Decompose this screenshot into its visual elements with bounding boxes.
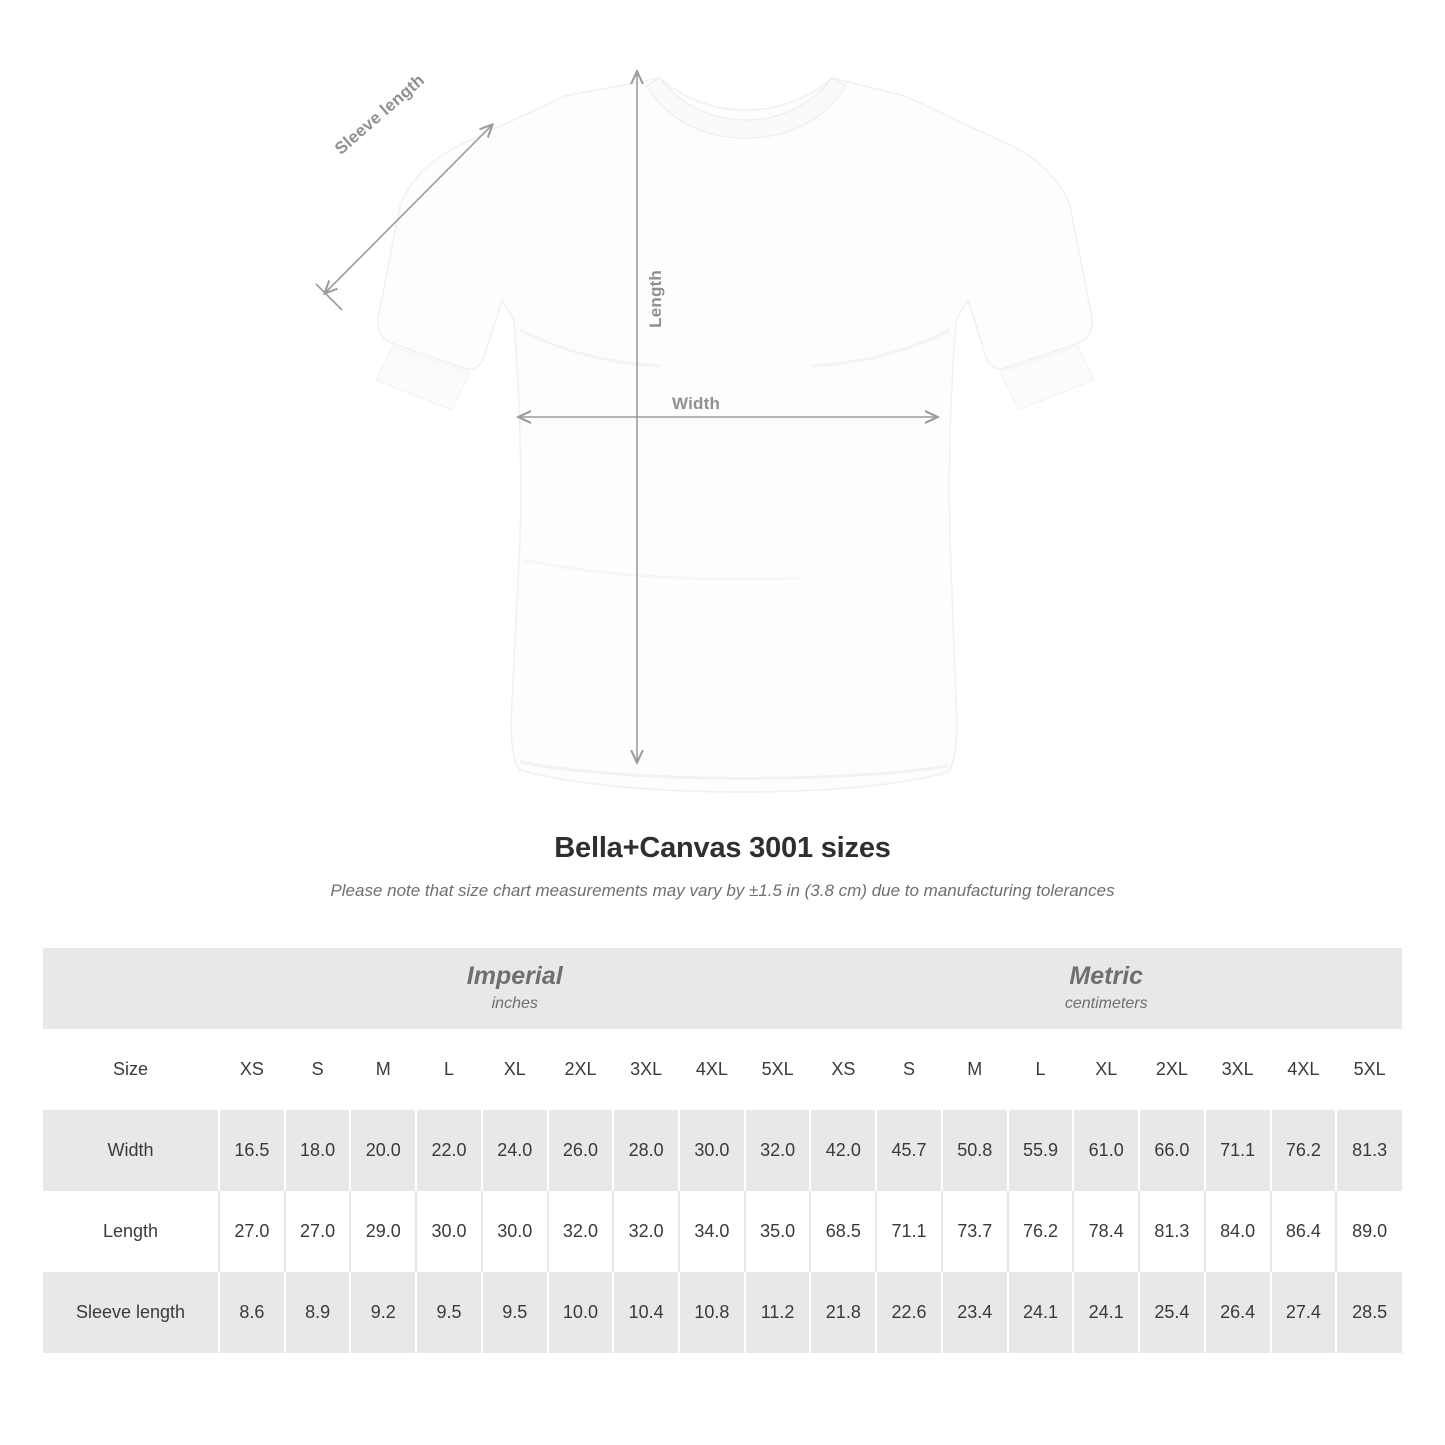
imperial-title: Imperial (466, 961, 563, 990)
header-imperial-s: S (285, 1029, 351, 1110)
width-imperial-4xl: 30.0 (679, 1110, 745, 1191)
table-header-row (43, 1029, 1402, 1110)
header-metric-m: M (942, 1029, 1008, 1110)
width-metric-3xl: 71.1 (1205, 1110, 1271, 1191)
width-imperial-5xl: 32.0 (745, 1110, 811, 1191)
length-label: Length (646, 270, 665, 328)
width-metric-s: 45.7 (876, 1110, 942, 1191)
width-metric-l: 55.9 (1008, 1110, 1074, 1191)
sleeve-metric-l: 24.1 (1008, 1272, 1074, 1353)
header-imperial-4xl: 4XL (679, 1029, 745, 1110)
unit-group-spacer (43, 948, 219, 1029)
length-metric-xs: 68.5 (810, 1191, 876, 1272)
length-metric-2xl: 81.3 (1139, 1191, 1205, 1272)
width-imperial-2xl: 26.0 (548, 1110, 614, 1191)
length-metric-l: 76.2 (1008, 1191, 1074, 1272)
size-table (43, 948, 1402, 1353)
header-metric-4xl: 4XL (1271, 1029, 1337, 1110)
header-metric-xs: XS (810, 1029, 876, 1110)
sleeve-metric-xl: 24.1 (1073, 1272, 1139, 1353)
unit-group-row (43, 948, 1402, 1029)
table-row (43, 1191, 1402, 1272)
row-label-width: Width (43, 1110, 219, 1191)
sleeve-metric-xs: 21.8 (810, 1272, 876, 1353)
length-imperial-m: 29.0 (350, 1191, 416, 1272)
header-metric-s: S (876, 1029, 942, 1110)
table-row (43, 1110, 1402, 1191)
width-metric-xl: 61.0 (1073, 1110, 1139, 1191)
length-metric-5xl: 89.0 (1336, 1191, 1402, 1272)
length-metric-xl: 78.4 (1073, 1191, 1139, 1272)
sleeve-length-label: Sleeve length (331, 70, 429, 159)
width-imperial-xl: 24.0 (482, 1110, 548, 1191)
width-imperial-m: 20.0 (350, 1110, 416, 1191)
length-imperial-5xl: 35.0 (745, 1191, 811, 1272)
width-metric-2xl: 66.0 (1139, 1110, 1205, 1191)
width-metric-5xl: 81.3 (1336, 1110, 1402, 1191)
header-imperial-5xl: 5XL (745, 1029, 811, 1110)
sleeve-metric-s: 22.6 (876, 1272, 942, 1353)
width-imperial-3xl: 28.0 (613, 1110, 679, 1191)
header-size: Size (43, 1029, 219, 1110)
length-metric-s: 71.1 (876, 1191, 942, 1272)
header-imperial-xl: XL (482, 1029, 548, 1110)
width-metric-4xl: 76.2 (1271, 1110, 1337, 1191)
header-imperial-xs: XS (219, 1029, 285, 1110)
length-metric-4xl: 86.4 (1271, 1191, 1337, 1272)
header-imperial-2xl: 2XL (548, 1029, 614, 1110)
sleeve-metric-5xl: 28.5 (1336, 1272, 1402, 1353)
size-table-wrapper (43, 948, 1402, 1353)
table-row (43, 1272, 1402, 1353)
sleeve-metric-3xl: 26.4 (1205, 1272, 1271, 1353)
length-imperial-xl: 30.0 (482, 1191, 548, 1272)
header-metric-3xl: 3XL (1205, 1029, 1271, 1110)
sleeve-imperial-xs: 8.6 (219, 1272, 285, 1353)
sleeve-imperial-s: 8.9 (285, 1272, 351, 1353)
header-imperial-3xl: 3XL (613, 1029, 679, 1110)
header-metric-5xl: 5XL (1336, 1029, 1402, 1110)
length-imperial-3xl: 32.0 (613, 1191, 679, 1272)
sleeve-imperial-4xl: 10.8 (679, 1272, 745, 1353)
width-imperial-s: 18.0 (285, 1110, 351, 1191)
width-metric-xs: 42.0 (810, 1110, 876, 1191)
width-imperial-xs: 16.5 (219, 1110, 285, 1191)
unit-group-imperial (219, 948, 810, 1029)
imperial-subtitle: inches (491, 995, 538, 1013)
metric-title: Metric (1069, 961, 1144, 990)
header-metric-2xl: 2XL (1139, 1029, 1205, 1110)
header-metric-l: L (1008, 1029, 1074, 1110)
sleeve-imperial-m: 9.2 (350, 1272, 416, 1353)
header-imperial-m: M (350, 1029, 416, 1110)
length-metric-m: 73.7 (942, 1191, 1008, 1272)
row-label-sleeve-length: Sleeve length (43, 1272, 219, 1353)
sleeve-imperial-l: 9.5 (416, 1272, 482, 1353)
unit-group-metric (810, 948, 1402, 1029)
row-label-length: Length (43, 1191, 219, 1272)
width-label: Width (672, 394, 721, 413)
tolerance-note: Please note that size chart measurements may vary by ±1.5 in (3.8 cm) due to manufacturing tolerances (330, 881, 1115, 900)
sleeve-imperial-xl: 9.5 (482, 1272, 548, 1353)
length-imperial-s: 27.0 (285, 1191, 351, 1272)
sleeve-imperial-2xl: 10.0 (548, 1272, 614, 1353)
width-imperial-l: 22.0 (416, 1110, 482, 1191)
length-metric-3xl: 84.0 (1205, 1191, 1271, 1272)
sleeve-imperial-5xl: 11.2 (745, 1272, 811, 1353)
page-title: Bella+Canvas 3001 sizes (554, 832, 891, 864)
header-imperial-l: L (416, 1029, 482, 1110)
length-imperial-xs: 27.0 (219, 1191, 285, 1272)
sleeve-metric-2xl: 25.4 (1139, 1272, 1205, 1353)
sleeve-metric-m: 23.4 (942, 1272, 1008, 1353)
length-imperial-2xl: 32.0 (548, 1191, 614, 1272)
sleeve-imperial-3xl: 10.4 (613, 1272, 679, 1353)
sleeve-metric-4xl: 27.4 (1271, 1272, 1337, 1353)
length-imperial-4xl: 34.0 (679, 1191, 745, 1272)
width-metric-m: 50.8 (942, 1110, 1008, 1191)
header-metric-xl: XL (1073, 1029, 1139, 1110)
metric-subtitle: centimeters (1064, 995, 1148, 1013)
length-imperial-l: 30.0 (416, 1191, 482, 1272)
